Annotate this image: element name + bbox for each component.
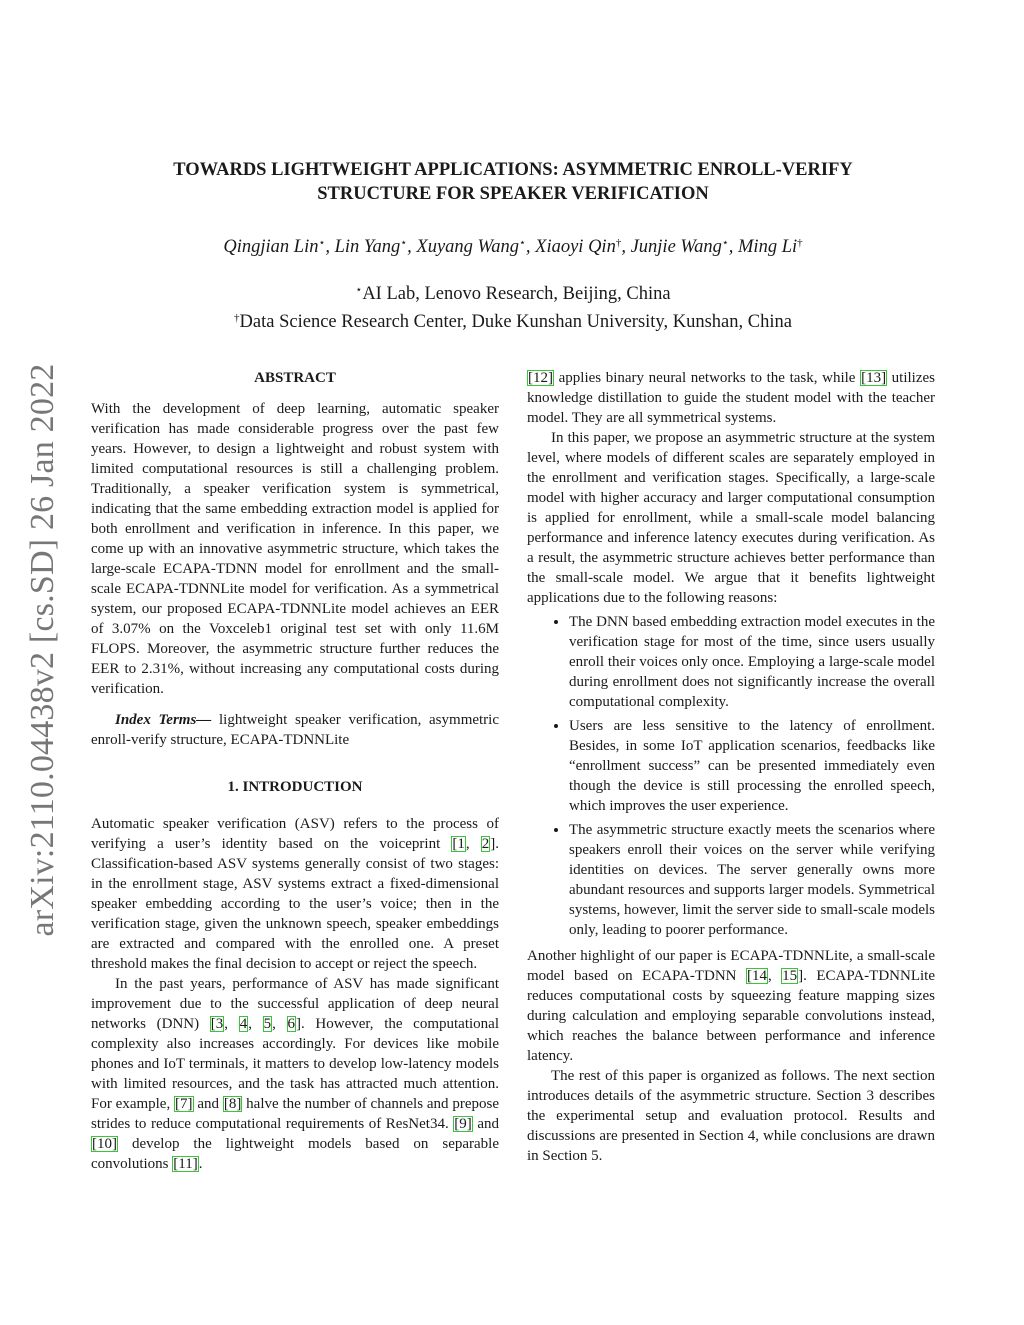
citation-link[interactable]: [7] bbox=[175, 1096, 193, 1112]
text-run: , bbox=[248, 1016, 263, 1032]
author-affiliation-mark: ⋆ bbox=[721, 237, 729, 249]
affiliation-line bbox=[90, 306, 936, 334]
intro-paragraph-5 bbox=[527, 946, 935, 1066]
citation-link[interactable] bbox=[781, 968, 798, 984]
text-run: and bbox=[472, 1116, 499, 1132]
title-line-2: STRUCTURE FOR SPEAKER VERIFICATION bbox=[317, 184, 709, 204]
text-run: , bbox=[272, 1016, 287, 1032]
author-name: Ming Li bbox=[738, 237, 798, 257]
text-run: , bbox=[767, 968, 782, 984]
index-terms bbox=[91, 710, 499, 750]
author-affiliation-mark: † bbox=[615, 237, 622, 249]
author-affiliation-mark: ⋆ bbox=[519, 237, 526, 249]
right-column bbox=[527, 368, 935, 1166]
citation-link[interactable]: [9] bbox=[454, 1116, 472, 1132]
text-run: In the past years, performance of ASV has made significant improvement due to the successful application of deep neural networks (DNN) bbox=[91, 976, 499, 1032]
author-name: Qingjian Lin bbox=[223, 237, 319, 257]
text-run: develop the lightweight models based on separable convolutions bbox=[91, 1136, 499, 1172]
text-run: halve the number of channels and prepose strides to reduce computational requirements of ResNet34. bbox=[91, 1096, 499, 1132]
list-item: • Users are less sensitive to the latency of enrollment. Besides, in some IoT application scenarios, feedbacks like “enrollment success” can be presented immediately even though the device is still processing the enrolled speech, which improves the user experience. bbox=[569, 716, 935, 816]
abstract-text: With the development of deep learning, automatic speaker verification has made considerable progress over the past few years. However, to design a lightweight and robust system with limited computational resources is still a challenging problem. Traditionally, a speaker verification system is symmetrical, indicating that the same embedding extraction model is applied for both enrollment and verification in inference. In this paper, we come up with an innovative asymmetric structure, which takes the large-scale ECAPA-TDNN model for enrollment and the small-scale ECAPA-TDNNLite model for verification. As a symmetrical system, our proposed ECAPA-TDNNLite model achieves an EER of 3.07% on the Voxceleb1 original test set with only 11.6M FLOPS. Moreover, the asymmetric structure further reduces the EER to 2.31%, without increasing any computational costs during verification. bbox=[91, 401, 499, 697]
author-name: Junjie Wang bbox=[630, 237, 722, 257]
text-run: and bbox=[193, 1096, 223, 1112]
citation-number: 11 bbox=[178, 1156, 193, 1172]
citation-link[interactable] bbox=[263, 1016, 273, 1032]
citation-link[interactable]: [1 bbox=[452, 836, 465, 852]
affiliation-text: AI Lab, Lenovo Research, Beijing, China bbox=[362, 284, 671, 304]
citation-link[interactable]: [14 bbox=[746, 968, 767, 984]
affiliation-mark: ⋆ bbox=[355, 284, 363, 296]
intro-paragraph-2 bbox=[91, 974, 499, 1174]
text-run: , bbox=[465, 836, 481, 852]
intro-paragraph-4: In this paper, we propose an asymmetric structure at the system level, where models of different scales are separately employed in the enrollment and verification stages. Specifically, a large-scale model with higher accuracy and larger computational consumption is applied for enrollment, while a small-scale model balancing performance and inference latency executes during verification. As a result, the asymmetric structure achieves better performance than the small-scale model. We argue that it benefits lightweight applications due to the following reasons: bbox=[527, 430, 935, 606]
citation-number: 6 bbox=[287, 1016, 296, 1032]
citation-link[interactable] bbox=[481, 836, 491, 852]
intro-paragraph-3 bbox=[527, 368, 935, 428]
author-separator: , bbox=[325, 237, 335, 257]
benefits-list bbox=[527, 612, 935, 940]
citation-link[interactable]: [11] bbox=[173, 1156, 198, 1172]
citation-number: 13 bbox=[866, 370, 882, 386]
citation-number: 14 bbox=[751, 968, 767, 984]
citation-number: 1 bbox=[457, 836, 465, 852]
left-column bbox=[91, 368, 499, 1174]
author-separator: , bbox=[407, 237, 417, 257]
citation-number: 9 bbox=[459, 1116, 467, 1132]
citation-link[interactable]: [12] bbox=[528, 370, 553, 386]
title-line-1: TOWARDS LIGHTWEIGHT APPLICATIONS: ASYMMETRIC ENROLL-VERIFY bbox=[173, 160, 853, 180]
author-list bbox=[90, 231, 936, 259]
citation-link[interactable] bbox=[287, 1016, 297, 1032]
text-run: Another highlight of our paper is ECAPA-TDNNLite, a small-scale model based on ECAPA-TDNN bbox=[527, 948, 935, 984]
author-name: Xiaoyi Qin bbox=[535, 237, 616, 257]
text-run: . bbox=[198, 1156, 203, 1172]
list-item: • The DNN based embedding extraction model executes in the verification stage for most of the time, since users usually enroll their voices only once. Employing a large-scale model during enrollment does not significantly increase the overall computational complexity. bbox=[569, 612, 935, 712]
author-separator: , bbox=[525, 237, 536, 257]
citation-number: 10 bbox=[97, 1136, 112, 1152]
citation-number: 7 bbox=[180, 1096, 188, 1112]
index-terms-text: lightweight speaker verification, asymmetric enroll-verify structure, ECAPA-TDNNLite bbox=[91, 712, 500, 748]
author-separator: , bbox=[621, 237, 631, 257]
paper-title bbox=[90, 158, 936, 206]
citation-link[interactable]: [3 bbox=[210, 1016, 224, 1032]
affiliation-mark: † bbox=[234, 312, 240, 324]
citation-number: 4 bbox=[239, 1016, 248, 1032]
author-name: Xuyang Wang bbox=[416, 237, 520, 257]
citation-link[interactable]: [13] bbox=[861, 370, 887, 386]
author-separator: , bbox=[728, 237, 739, 257]
citation-number: 5 bbox=[263, 1016, 272, 1032]
author-name: Lin Yang bbox=[334, 237, 401, 257]
arxiv-stamp bbox=[18, 360, 68, 940]
text-run: , bbox=[224, 1016, 239, 1032]
abstract-heading: ABSTRACT bbox=[254, 370, 336, 386]
intro-paragraph-1 bbox=[91, 814, 499, 974]
affiliation-text: Data Science Research Center, Duke Kunshan University, Kunshan, China bbox=[239, 312, 792, 332]
author-affiliation-mark: ⋆ bbox=[400, 237, 408, 249]
affiliation-line bbox=[90, 278, 936, 306]
text-run: ]. ECAPA-TDNNLite reduces computational costs by squeezing feature mapping sizes during calculation and employing separable convolutions instead, which reaches the balance between performance and inference latency. bbox=[527, 968, 935, 1064]
arxiv-identifier: arXiv:2110.04438v2 [cs.SD] 26 Jan 2022 bbox=[24, 363, 61, 937]
affiliations bbox=[90, 278, 936, 334]
author-affiliation-mark: † bbox=[797, 237, 803, 249]
citation-number: 3 bbox=[215, 1016, 224, 1032]
citation-number: 2 bbox=[481, 836, 490, 852]
citation-number: 15 bbox=[782, 968, 798, 984]
citation-link[interactable] bbox=[239, 1016, 249, 1032]
text-run: ]. However, the computational complexity also increases accordingly. For devices like mobile phones and IoT terminals, it matters to develop low-latency models with limited resources, and the task has attracted much attention. For example, bbox=[91, 1016, 499, 1112]
text-run: ]. Classification-based ASV systems generally consist of two stages: in the enrollment stage, ASV systems extract a fixed-dimensional speaker embedding according to the user’s voice; then in the verification stage, given the unknown speech, speaker embeddings are extracted and compared with the enrolled one. A preset threshold makes the final decision to accept or reject the speech. bbox=[91, 836, 500, 972]
citation-link[interactable]: [8] bbox=[223, 1096, 242, 1112]
text-run: Automatic speaker verification (ASV) refers to the process of verifying a user’s identity based on the voiceprint bbox=[91, 816, 499, 852]
introduction-heading: 1. INTRODUCTION bbox=[227, 779, 363, 795]
index-terms-label: Index Terms— bbox=[115, 712, 212, 728]
text-run: utilizes knowledge distillation to guide the student model with the teacher model. They are all symmetrical systems. bbox=[527, 370, 936, 426]
author-affiliation-mark: ⋆ bbox=[318, 237, 326, 249]
citation-number: 12 bbox=[533, 370, 548, 386]
intro-paragraph-6: The rest of this paper is organized as follows. The next section introduces details of the asymmetric structure. Section 3 describes the experimental setup and evaluation protocol. Results and discussions are presented in Section 4, while conclusions are drawn in Section 5. bbox=[527, 1068, 935, 1164]
text-run: applies binary neural networks to the task, while bbox=[554, 370, 861, 386]
citation-link[interactable]: [10] bbox=[92, 1136, 117, 1152]
list-item: • The asymmetric structure exactly meets the scenarios where speakers enroll their voices on the server while verifying identities on devices. The server generally owns more abundant resources and supports larger models. Symmetrical systems, however, limit the server side to small-scale models only, leading to poorer performance. bbox=[569, 820, 935, 940]
citation-number: 8 bbox=[228, 1096, 237, 1112]
